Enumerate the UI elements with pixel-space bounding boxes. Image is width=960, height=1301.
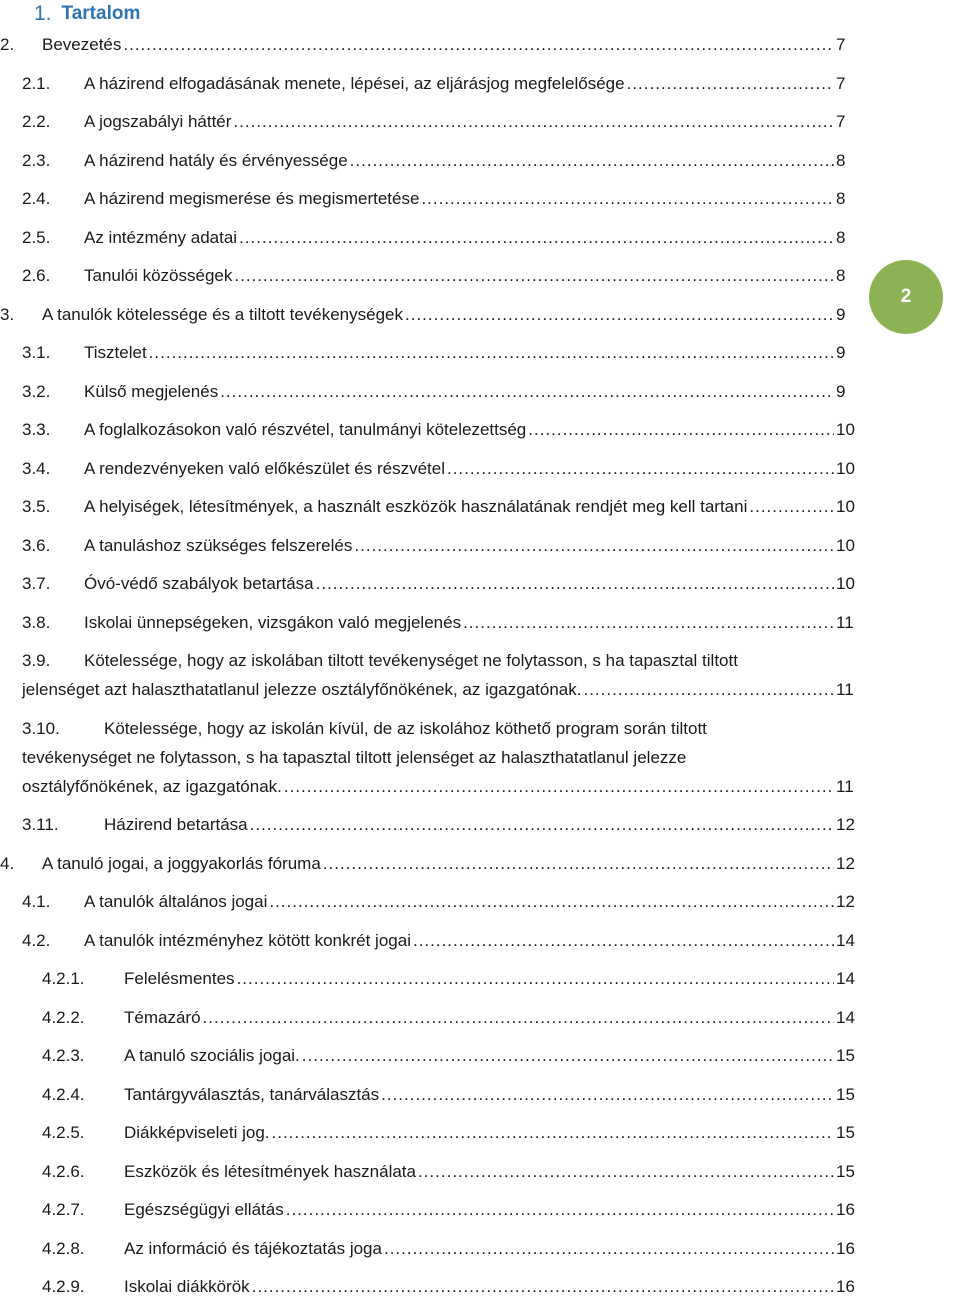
toc-entry-number: 4.2. — [22, 930, 51, 950]
toc-dot-leader — [237, 964, 834, 993]
toc-entry-number: 2.6. — [22, 266, 51, 285]
toc-entry-title: Házirend betartása — [104, 815, 248, 834]
toc-entry-page: 8 — [836, 150, 846, 170]
toc-entry-page: 16 — [836, 1238, 855, 1258]
toc-dot-leader — [233, 107, 834, 136]
toc-entry-number: 2.3. — [22, 150, 51, 170]
toc-dot-leader — [272, 1118, 834, 1147]
toc-dot-leader — [528, 415, 834, 444]
toc-entry-number: 3. — [0, 304, 15, 324]
toc-entry-title: Kötelessége, hogy az iskolán kívül, de az iskolához köthető program során tiltott — [104, 718, 707, 738]
toc-entry-number: 3.1. — [22, 343, 51, 362]
toc-dot-leader — [284, 772, 834, 801]
toc-entry-number: 3.11. — [22, 815, 59, 834]
toc-entry-title: Felelésmentes — [124, 969, 235, 988]
toc-entry-title: Tanulói közösségek — [84, 266, 233, 285]
toc-entry-number: 2. — [0, 35, 15, 54]
toc-dot-leader — [323, 849, 834, 878]
toc-entry-page: 7 — [836, 35, 846, 54]
toc-entry-title: A jogszabályi háttér — [84, 112, 232, 131]
toc-entry-title: Óvó-védő szabályok betartása — [84, 574, 314, 593]
toc-dot-leader — [149, 338, 834, 367]
toc-entry-number: 2.4. — [22, 189, 51, 208]
toc-entry-page: 10 — [836, 574, 855, 593]
toc-entry-title: Eszközök és létesítmények használata — [124, 1161, 416, 1181]
toc-dot-leader — [354, 531, 834, 560]
toc-entry-number: 4.2.8. — [42, 1238, 85, 1258]
toc-entry-number: 4. — [0, 853, 15, 873]
toc-entry-page: 14 — [836, 1007, 855, 1027]
toc-dot-leader — [234, 261, 834, 290]
toc-entry-title: A tanulók intézményhez kötött konkrét jogai — [84, 930, 411, 950]
toc-entry-page: 14 — [836, 969, 855, 988]
toc-entry-page: 11 — [836, 680, 854, 699]
toc-entry-title: Bevezetés — [42, 35, 122, 54]
toc-entry-title: Az intézmény adatai — [84, 227, 238, 247]
toc-entry-number: 3.4. — [22, 458, 51, 478]
toc-entry-title: Kötelessége, hogy az iskolában tiltott tevékenységet ne folytasson, s ha tapasztal tiltott — [84, 651, 738, 670]
toc-dot-leader — [316, 569, 834, 598]
toc-dot-leader — [350, 146, 834, 175]
toc-entry-title: Iskolai ünnepségeken, vizsgákon való megjelenés — [84, 612, 462, 632]
toc-heading — [34, 0, 140, 28]
toc-entry-number: 2.1. — [22, 73, 51, 93]
toc-entry-page: 7 — [836, 73, 846, 93]
toc-entry-title: A tanulók általános jogai — [84, 892, 268, 911]
toc-entry-page: 15 — [836, 1084, 855, 1104]
toc-dot-leader — [418, 1157, 834, 1186]
toc-dot-leader — [220, 377, 834, 406]
toc-entry-number: 3.10. — [22, 718, 60, 738]
toc-entry-number: 4.2.9. — [42, 1277, 85, 1296]
toc-entry-page: 8 — [836, 189, 846, 208]
toc-dot-leader — [239, 223, 834, 252]
toc-entry-page: 12 — [836, 815, 855, 834]
toc-entry-number: 4.2.1. — [42, 969, 85, 988]
toc-dot-leader — [405, 300, 834, 329]
toc-entry-number: 3.9. — [22, 651, 51, 670]
toc-entry-number: 3.6. — [22, 535, 51, 555]
toc-entry-title: Egészségügyi ellátás — [124, 1200, 284, 1219]
toc-entry-page: 7 — [836, 112, 846, 131]
toc-entry-number: 4.2.7. — [42, 1200, 85, 1219]
toc-entry-number: 4.2.4. — [42, 1084, 85, 1104]
toc-heading-number: 1. — [34, 2, 52, 25]
toc-entry-number: 4.1. — [22, 892, 51, 911]
toc-entry-title: A helyiségek, létesítmények, a használt eszközök használatának rendjét meg kell tartani — [84, 497, 748, 516]
toc-heading-title: Tartalom — [61, 3, 141, 24]
toc-dot-leader — [749, 492, 834, 521]
toc-entry-page: 12 — [836, 853, 855, 873]
toc-dot-leader — [463, 608, 834, 637]
toc-entry-title: A házirend megismerése és megismertetése — [84, 189, 420, 208]
toc-entry-page: 15 — [836, 1123, 855, 1142]
toc-entry-title: tevékenységet ne folytasson, s ha tapasztal tiltott jelenséget az halaszthatatlanul jelezze — [22, 747, 687, 767]
toc-entry-title: A tanuló jogai, a joggyakorlás fóruma — [42, 853, 321, 873]
toc-entry-title: A tanulók kötelessége és a tiltott tevékenységek — [42, 304, 404, 324]
toc-entry-number: 4.2.6. — [42, 1161, 85, 1181]
toc-entry-title: A házirend hatály és érvényessége — [84, 150, 348, 170]
toc-dot-leader — [421, 184, 834, 213]
toc-entry-number: 3.2. — [22, 381, 51, 401]
toc-entry-title: Diákképviseleti jog. — [124, 1123, 270, 1142]
toc-entry-page: 12 — [836, 892, 855, 911]
toc-dot-leader — [250, 810, 834, 839]
toc-entry-page: 9 — [836, 304, 846, 324]
toc-dot-leader — [447, 454, 834, 483]
toc-dot-leader — [286, 1195, 834, 1224]
toc-dot-leader — [583, 675, 834, 704]
toc-entry-page: 15 — [836, 1161, 855, 1181]
toc-entry-number: 2.2. — [22, 112, 51, 131]
toc-entry-page: 9 — [836, 381, 846, 401]
toc-entry-page: 16 — [836, 1277, 855, 1296]
toc-entry-page: 11 — [836, 776, 854, 796]
toc-entry-page: 14 — [836, 930, 855, 950]
toc-entry-title: Témazáró — [124, 1007, 201, 1027]
toc-entry-page: 10 — [836, 535, 855, 555]
toc-entry-number: 3.3. — [22, 420, 51, 439]
toc-entry-title: A foglalkozásokon való részvétel, tanulmányi kötelezettség — [84, 420, 527, 439]
toc-entry-title: Az információ és tájékoztatás joga — [124, 1238, 382, 1258]
toc-entry-number: 3.8. — [22, 612, 51, 632]
toc-entry-title: Tantárgyválasztás, tanárválasztás — [124, 1084, 380, 1104]
toc-entry-number: 3.7. — [22, 574, 51, 593]
toc-entry-title: Külső megjelenés — [84, 381, 219, 401]
toc-entry-page: 9 — [836, 343, 846, 362]
toc-entry-title: A tanuló szociális jogai. — [124, 1046, 300, 1065]
toc-entry-title: osztályfőnökének, az igazgatónak. — [22, 776, 282, 796]
toc-entry-title: A házirend elfogadásának menete, lépései, az eljárásjog megfelelősége — [84, 73, 625, 93]
toc-dot-leader — [269, 887, 834, 916]
toc-dot-leader — [627, 69, 834, 98]
toc-dot-leader — [381, 1080, 834, 1109]
toc-entry-page: 8 — [836, 227, 846, 247]
toc-entry-number: 4.2.3. — [42, 1046, 85, 1065]
toc-dot-leader — [203, 1003, 834, 1032]
toc-dot-leader — [302, 1041, 834, 1070]
page-number: 2 — [900, 286, 912, 307]
toc-entry-number: 4.2.5. — [42, 1123, 85, 1142]
toc-entry-title: A rendezvényeken való előkészület és részvétel — [84, 458, 445, 478]
toc-entry-page: 11 — [836, 612, 854, 632]
toc-entry-title: A tanuláshoz szükséges felszerelés — [84, 535, 353, 555]
toc-entry-page: 8 — [836, 266, 846, 285]
toc-dot-leader — [123, 30, 834, 59]
toc-entry-page: 10 — [836, 497, 855, 516]
toc-entry-number: 3.5. — [22, 497, 51, 516]
toc-entry-page: 15 — [836, 1046, 855, 1065]
toc-dot-leader — [413, 926, 834, 955]
toc-entry-title: Iskolai diákkörök — [124, 1277, 250, 1296]
toc-dot-leader — [384, 1234, 834, 1263]
toc-entry-title: jelenséget azt halaszthatatlanul jelezze osztályfőnökének, az igazgatónak. — [22, 680, 582, 699]
toc-entry-page: 16 — [836, 1200, 855, 1219]
toc-entry-page: 10 — [836, 458, 855, 478]
toc-entry-number: 4.2.2. — [42, 1007, 85, 1027]
page-number-badge — [869, 260, 943, 334]
toc-entry-page: 10 — [836, 420, 855, 439]
toc-entry-title: Tisztelet — [84, 343, 147, 362]
toc-entry-number: 2.5. — [22, 227, 51, 247]
